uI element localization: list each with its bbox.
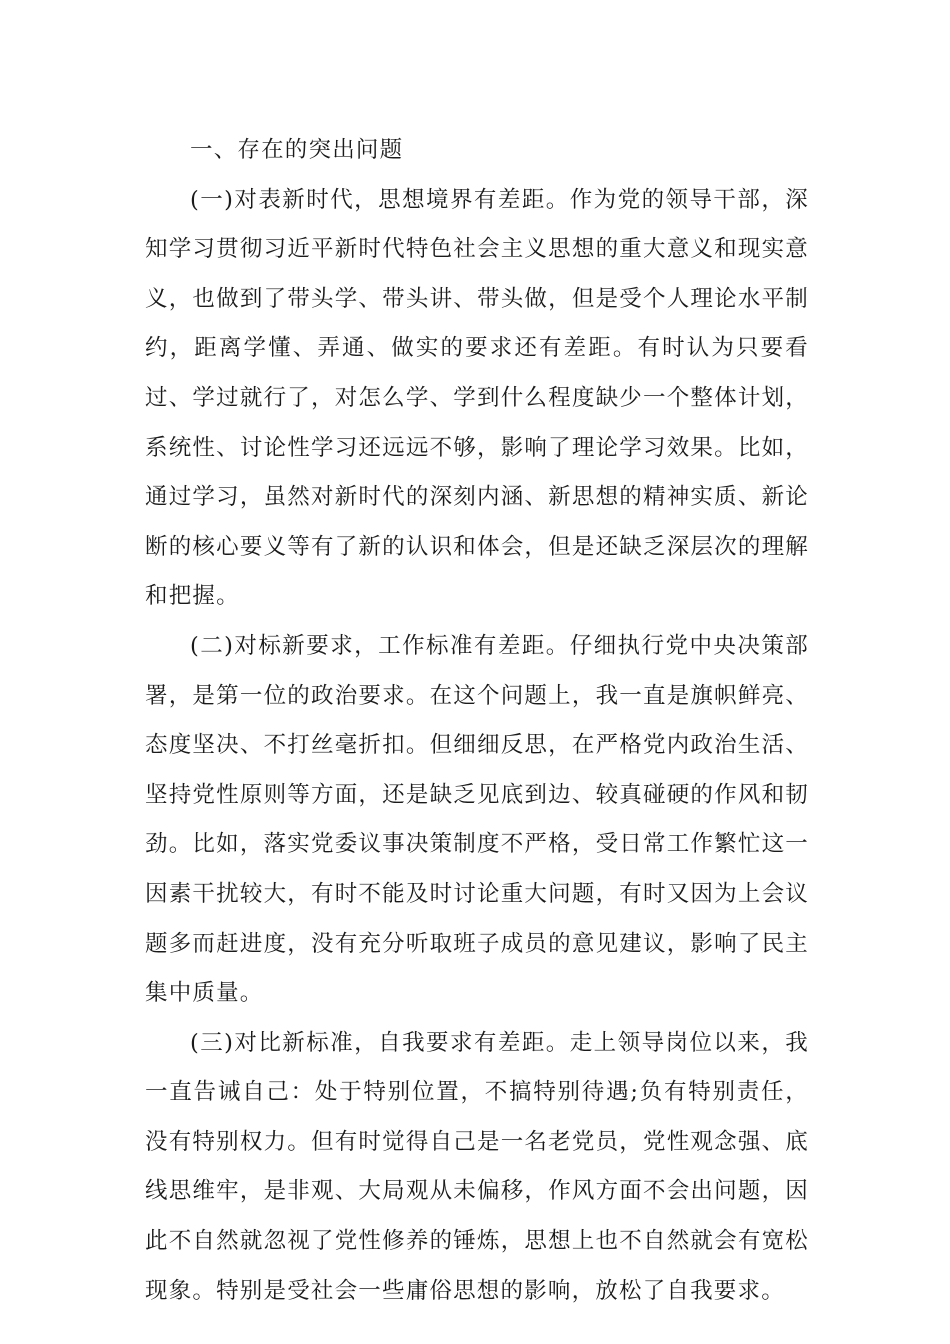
paragraph-3: (三)对比新标准，自我要求有差距。走上领导岗位以来，我一直告诫自己：处于特别位置，不搞特别待遇;负有特别责任，没有特别权力。但有时觉得自己是一名老党员，党性观念强、底线思维牢，是非观、大局观从未偏移，作风方面不会出问题，因此不自然就忽视了党性修养的锤炼，思想上也不自然就会有宽松现象。特别是受社会一些庸俗思想的影响，放松了自我要求。 [145, 1029, 809, 1304]
section-heading: 一、存在的突出问题 [190, 137, 404, 163]
paragraph-1: (一)对表新时代，思想境界有差距。作为党的领导干部，深知学习贯彻习近平新时代特色社会主义思想的重大意义和现实意义，也做到了带头学、带头讲、带头做，但是受个人理论水平制约，距离学懂、弄通、做实的要求还有差距。有时认为只要看过、学过就行了，对怎么学、学到什么程度缺少一个整体计划，系统性、讨论性学习还远远不够，影响了理论学习效果。比如，通过学习，虽然对新时代的深刻内涵、新思想的精神实质、新论断的核心要义等有了新的认识和体会，但是还缺乏深层次的理解和把握。 [145, 186, 809, 610]
paragraph-2: (二)对标新要求，工作标准有差距。仔细执行党中央决策部署，是第一位的政治要求。在这个问题上，我一直是旗帜鲜亮、态度坚决、不打丝毫折扣。但细细反思，在严格党内政治生活、坚持党性原则等方面，还是缺乏见底到边、较真碰硬的作风和韧劲。比如，落实党委议事决策制度不严格，受日常工作繁忙这一因素干扰较大，有时不能及时讨论重大问题，有时又因为上会议题多而赶进度，没有充分听取班子成员的意见建议，影响了民主集中质量。 [145, 632, 809, 1007]
document-body [145, 126, 809, 1316]
